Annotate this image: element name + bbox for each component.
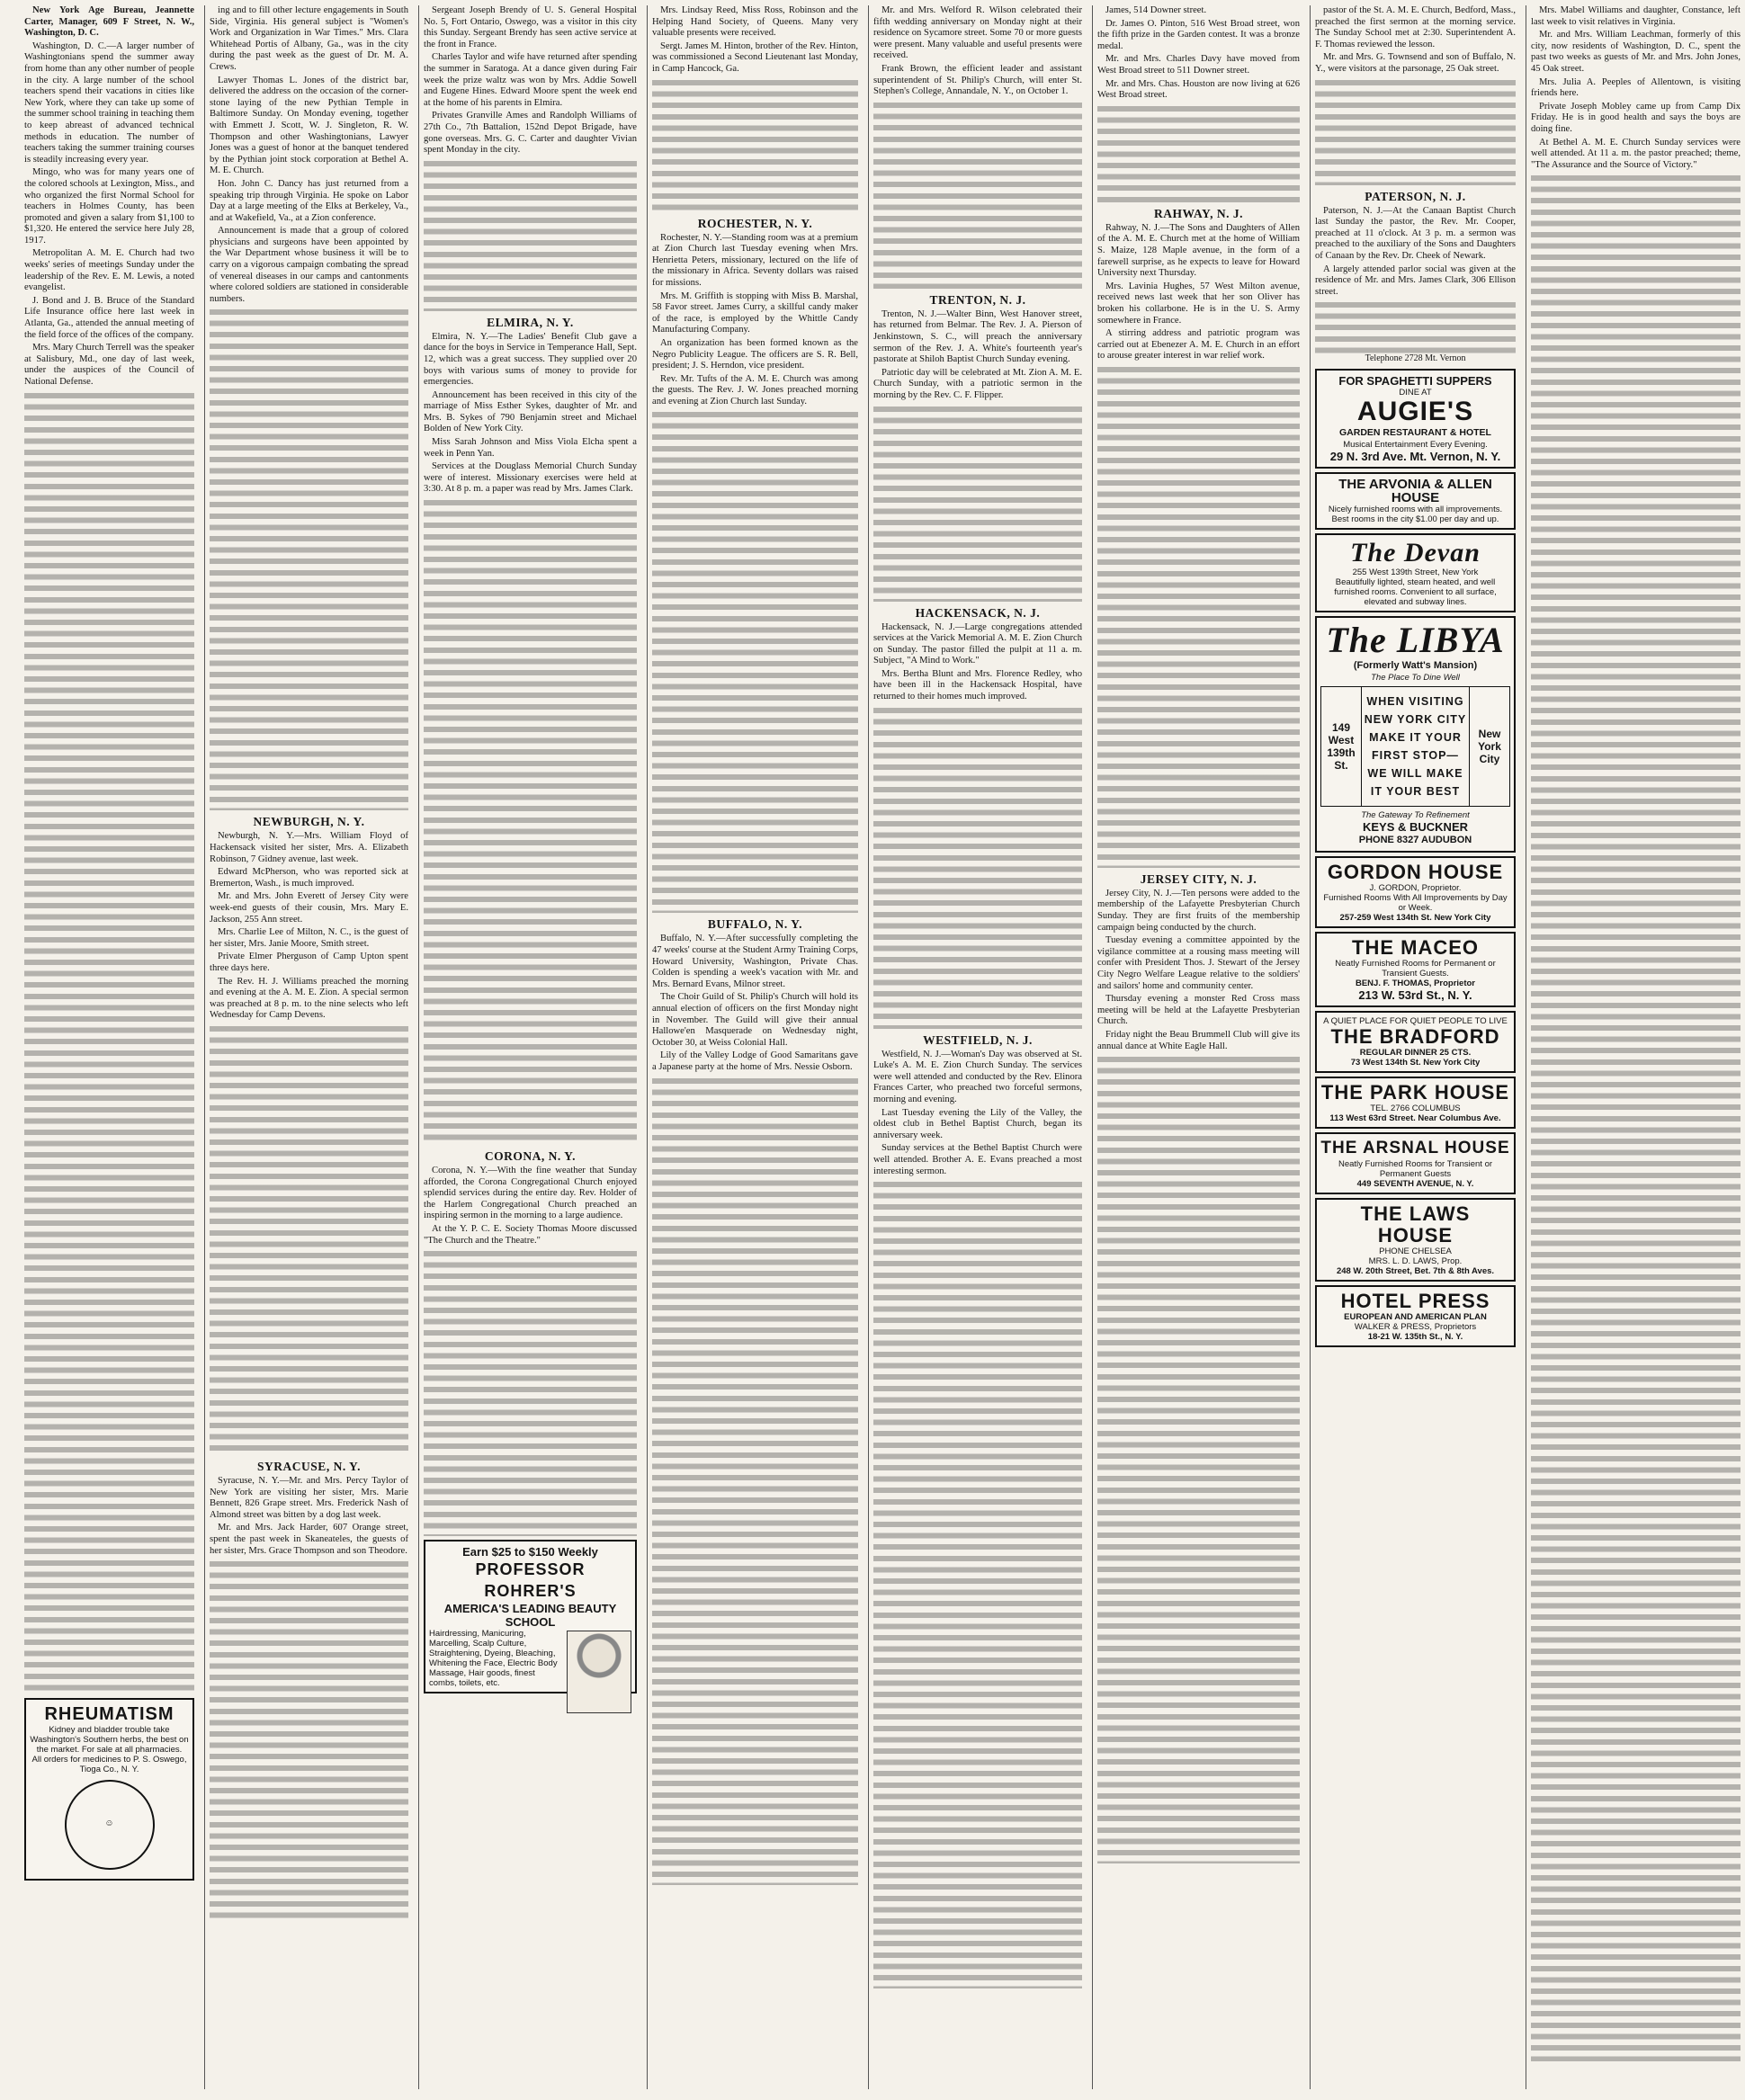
article-paragraph: Announcement is made that a group of colored physicians and surgeons have been appointed by the War Department whose business it will be to carry on a vigorous campaign combating the spread of venereal diseases in our camps and cantonments where colored soldiers are stationed in considerable numbers. <box>210 226 408 304</box>
column-1 <box>20 5 199 2089</box>
article-paragraph: Mrs. Julia A. Peeples of Allentown, is visiting friends here. <box>1531 76 1741 99</box>
ad-phone: PHONE CHELSEA <box>1379 1246 1452 1256</box>
ad-rheumatism <box>24 1698 194 1881</box>
article-paragraph: ing and to fill other lecture engagements in South Side, Virginia. His general subject is "Women's Work and Organization in War Times." Mrs. Clara Whitehead Portis of Albany, Ga., was in the city during the past week as the guest of Dr. M. A. Crews. <box>210 5 408 72</box>
ad-address: 113 West 63rd Street. Near Columbus Ave. <box>1329 1113 1501 1123</box>
article-paragraph: Announcement has been received in this city of the marriage of Miss Esther Sykes, daughter of Mr. and Mrs. B. Sykes of 790 Benjamin street and Michael Bolden of New York City. <box>424 389 637 434</box>
ad-augies <box>1315 369 1516 469</box>
article-paragraph: At the Y. P. C. E. Society Thomas Moore discussed "The Church and the Theatre." <box>424 1224 637 1246</box>
text-filler <box>873 705 1082 1029</box>
article-paragraph: Mrs. Bertha Blunt and Mrs. Florence Redley, who have been ill in the Hackensack Hospital, have returned to their homes much improved. <box>873 668 1082 702</box>
ad-owners: KEYS & BUCKNER <box>1362 819 1468 834</box>
article-paragraph: Corona, N. Y.—With the fine weather that Sunday afforded, the Corona Congregational Church enjoyed splendid services during the entire day. Rev. Holder of the Harlem Congregational Church preached an inspiring sermon in the morning to a large audience. <box>424 1166 637 1221</box>
ad-owner: J. GORDON, Proprietor. <box>1369 882 1462 893</box>
ad-name: THE LAWS HOUSE <box>1360 1202 1471 1247</box>
ad-name: AUGIE'S <box>1356 396 1474 426</box>
section-heading: BUFFALO, N. Y. <box>707 917 803 932</box>
ad-line: GARDEN RESTAURANT & HOTEL <box>1339 426 1491 438</box>
text-filler <box>424 497 637 1145</box>
text-filler <box>210 1023 408 1455</box>
ad-laws-house <box>1315 1198 1516 1282</box>
text-filler <box>210 1559 408 1918</box>
section-heading: WESTFIELD, N. J. <box>923 1032 1033 1047</box>
ad-libya-box <box>1320 686 1510 807</box>
article-paragraph: Sergeant Joseph Brendy of U. S. General Hospital No. 5, Fort Ontario, Oswego, was a visitor in this city this Sunday. Sergeant Brendy has seen active service at the front in France. <box>424 5 637 49</box>
ad-park-house <box>1315 1077 1516 1129</box>
ad-text: Nicely furnished rooms with all improvements. Best rooms in the city $1.00 per day and up. <box>1328 504 1503 524</box>
article-paragraph: Sunday services at the Bethel Baptist Church were well attended. Brother A. E. Evans preached a most interesting sermon. <box>873 1143 1082 1176</box>
ad-gateway: The Gateway To Refinement <box>1361 809 1470 820</box>
ad-line: Musical Entertainment Every Evening. <box>1343 439 1488 450</box>
ad-devan <box>1315 533 1516 612</box>
ad-line: FOR SPAGHETTI SUPPERS <box>1338 373 1492 388</box>
section-heading: SYRACUSE, N. Y. <box>257 1459 361 1473</box>
column-5 <box>868 5 1087 2089</box>
ad-name: The LIBYA <box>1326 619 1505 660</box>
ad-owner: WALKER & PRESS, Proprietors <box>1354 1321 1477 1332</box>
article-paragraph: Jersey City, N. J.—Ten persons were added to the membership of the Lafayette Presbyterian Church Sunday. They are first fruits of the membership campaign being conducted by the church. <box>1097 888 1300 933</box>
section-heading: JERSEY CITY, N. J. <box>1140 871 1257 886</box>
telephone-line: Telephone 2728 Mt. Vernon <box>1365 353 1466 364</box>
article-paragraph: An organization has been formed known as the Negro Publicity League. The officers are S. R. Bell, president; J. S. Herndon, vice president. <box>652 337 858 371</box>
text-filler <box>652 77 858 212</box>
ad-text: Beautifully lighted, steam heated, and well furnished rooms. Convenient to all surface, elevated and subway lines. <box>1334 576 1497 607</box>
article-paragraph: Mr. and Mrs. Charles Davy have moved from West Broad street to 511 Downer street. <box>1097 54 1300 76</box>
section-heading: NEWBURGH, N. Y. <box>253 815 365 829</box>
ad-address: 18-21 W. 135th St., N. Y. <box>1367 1331 1463 1342</box>
ad-headline: Earn $25 to $150 Weekly <box>462 1545 598 1559</box>
text-filler <box>873 1179 1082 1988</box>
ad-address: 248 W. 20th Street, Bet. 7th & 8th Aves. <box>1336 1265 1495 1276</box>
ad-hotel-press <box>1315 1285 1516 1347</box>
ad-name: GORDON HOUSE <box>1327 860 1504 883</box>
article-paragraph: Mr. and Mrs. John Everett of Jersey City were week-end guests of their cousin, Mrs. Mary E. Jackson, 255 Ann street. <box>210 891 408 925</box>
article-paragraph: Last Tuesday evening the Lily of the Valley, the oldest club in Bethel Baptist Church, began its anniversary week. <box>873 1107 1082 1140</box>
article-paragraph: Lily of the Valley Lodge of Good Samaritans gave a Japanese party at the home of Mrs. Nessie Osborn. <box>652 1050 858 1072</box>
column-7 <box>1310 5 1520 2089</box>
article-paragraph: Newburgh, N. Y.—Mrs. William Floyd of Hackensack visited her sister, Mrs. A. Elizabeth Robinson, 7 Gidney avenue, last week. <box>210 831 408 864</box>
ad-order: All orders for medicines to P. S. Oswego, Tioga Co., N. Y. <box>31 1754 187 1774</box>
article-paragraph: Mingo, who was for many years one of the colored schools at Lexington, Miss., and who organized the first Normal School for teachers in Holmes County, has been promoted and given a salary from $1,100 to $1,320. He entered the service here July 28, 1917. <box>24 167 194 246</box>
column-6 <box>1092 5 1304 2089</box>
column-3 <box>418 5 641 2089</box>
article-paragraph: The Rev. H. J. Williams preached the morning and evening at the A. M. E. Zion. A special sermon was preached at 8 p. m. to the nine selects who left Wednesday for Camp Devens. <box>210 976 408 1021</box>
ad-owner: MRS. L. D. LAWS, Prop. <box>1368 1256 1463 1266</box>
article-paragraph: Hon. John C. Dancy has just returned from a speaking trip through Virginia. He spoke on Labor Day at a large meeting of the Elks at Berkeley, Va., and at Wakefield, Va., at a Zion conference. <box>210 178 408 223</box>
ad-sub: (Formerly Watt's Mansion) <box>1353 659 1478 671</box>
ad-portrait-icon: ☺ <box>65 1780 155 1870</box>
column-8 <box>1526 5 1745 2089</box>
article-paragraph: Mr. and Mrs. Welford R. Wilson celebrated their fifth wedding anniversary on Monday night at their residence on Sycamore street. Some 70 or more guests were present. Many valuable and useful presents were received. <box>873 5 1082 61</box>
text-filler <box>1097 1054 1300 1863</box>
ad-phone: PHONE 8327 AUDUBON <box>1358 834 1472 845</box>
article-paragraph: Mr. and Mrs. Jack Harder, 607 Orange street, spent the past week in Skaneateles, the guests of her sister, Mrs. Grace Thompson and son Theodore. <box>210 1523 408 1556</box>
article-paragraph: Mr. and Mrs. William Leachman, formerly of this city, now residents of Washington, D. C., spent the past two weeks as guests of Mr. and Mrs. John Jones, 45 Oak street. <box>1531 30 1741 74</box>
ad-text: Neatly Furnished Rooms for Permanent or Transient Guests. <box>1335 958 1496 979</box>
ad-school: AMERICA'S LEADING BEAUTY SCHOOL <box>443 1602 617 1630</box>
article-paragraph: Rev. Mr. Tufts of the A. M. E. Church was among the guests. The Rev. J. W. Jones preached morning and evening at Zion Church last Sunday. <box>652 373 858 407</box>
ad-address: 213 W. 53rd St., N. Y. <box>1358 987 1472 1002</box>
article-paragraph: Private Elmer Pherguson of Camp Upton spent three days here. <box>210 952 408 973</box>
text-filler <box>424 1248 637 1536</box>
article-paragraph: Metropolitan A. M. E. Church had two weeks' series of meetings Sunday under the leadership of the Rev. E. M. Lewis, a noted evangelist. <box>24 248 194 293</box>
section-heading: PATERSON, N. J. <box>1365 189 1466 203</box>
section-heading: ELMIRA, N. Y. <box>487 315 574 329</box>
article-paragraph: Patriotic day will be celebrated at Mt. Zion A. M. E. Church Sunday, with a patriotic sermon in the morning by the Rev. C. F. Flipper. <box>873 367 1082 400</box>
article-paragraph: Mr. and Mrs. G. Townsend and son of Buffalo, N. Y., were visitors at the parsonage, 25 Oak street. <box>1315 52 1516 74</box>
ad-owner: BENJ. F. THOMAS, Proprietor <box>1355 978 1475 988</box>
ad-name: THE ARSNAL HOUSE <box>1320 1138 1510 1157</box>
text-filler <box>1097 103 1300 202</box>
article-paragraph: Frank Brown, the efficient leader and assistant superintendent of St. Philip's Church, will enter St. Stephen's College, Annandale, N. Y., on October 1. <box>873 63 1082 97</box>
text-filler <box>1315 77 1516 185</box>
article-paragraph: Tuesday evening a committee appointed by the vigilance committee at a rousing mass meeting will confer with President Thos. J. Stewart of the Jersey City Negro Welfare League relative to the soldiers' and sailors' home and community center. <box>1097 935 1300 991</box>
bureau-header: New York Age Bureau, Jeannette Carter, Manager, 609 F Street, N. W., Washington, D. C. <box>24 5 194 39</box>
ad-address: 449 SEVENTH AVENUE, N. Y. <box>1356 1178 1474 1189</box>
ad-text: Furnished Rooms With All Improvements by Day or Week. <box>1323 892 1508 913</box>
ad-text: Neatly Furnished Rooms for Transient or Permanent Guests <box>1338 1158 1493 1179</box>
article-paragraph: The Choir Guild of St. Philip's Church will hold its annual election of officers on the first Monday night in November. The Guild will give their annual Hallowe'en Masquerade on Wednesday night, October 30, at Weiss Colonial Hall. <box>652 992 858 1048</box>
article-paragraph: Rochester, N. Y.—Standing room was at a premium at Zion Church last Tuesday evening when Mrs. Henrietta Peters, missionary, lectured on the life of the missionary in Africa. Seventy dollars was raised for missions. <box>652 232 858 288</box>
ad-title: RHEUMATISM <box>44 1703 174 1724</box>
article-paragraph: pastor of the St. A. M. E. Church, Bedford, Mass., preached the first sermon at the morning service. The Sunday School met at 2:30. Superintendent A. F. Thomas reviewed the lesson. <box>1315 5 1516 49</box>
article-paragraph: Lawyer Thomas L. Jones of the district bar, delivered the address on the occasion of the corner-stone laying of the new Pythian Temple in Baltimore Sunday. On Monday evening, together with Emmett J. Scott, W. J. Singleton, R. W. Thompson and other Washingtonians, Lawyer Jones was a guest of honor at the banquet tendered by the Pythian joint stock corporation at Bethel A. M. E. Church. <box>210 75 408 176</box>
ad-name: THE MACEO <box>1352 935 1479 959</box>
article-paragraph: Mrs. M. Griffith is stopping with Miss B. Marshal, 58 Favor street. James Curry, a skillful candy maker of the race, is employed by the Whittle Candy Manufacturing Company. <box>652 290 858 335</box>
ad-name: THE PARK HOUSE <box>1320 1080 1510 1104</box>
text-filler <box>873 100 1082 289</box>
ad-libya <box>1315 616 1516 853</box>
ad-bradford <box>1315 1011 1516 1073</box>
article-paragraph: Mrs. Mary Church Terrell was the speaker at Salisbury, Md., one day of last week, under the auspices of the Council of National Defense. <box>24 343 194 387</box>
article-paragraph: Westfield, N. J.—Woman's Day was observed at St. Luke's A. M. E. Zion Church Sunday. The services were well attended and conducted by the Rev. Elinora Frances Carter, who preached two forceful sermons, morning and evening. <box>873 1049 1082 1105</box>
article-paragraph: Washington, D. C.—A larger number of Washingtonians spend the summer away from home than any other number of people in the city. A large number of the school teachers spend their vacations in cities like New York, where they can take up some of the summer school training in teaching them to keep abreast of advanced technical methods in education. The number of teachers taking the summer training courses is steadily increasing every year. <box>24 40 194 165</box>
article-paragraph: Mrs. Lindsay Reed, Miss Ross, Robinson and the Helping Hand Society, of Queens. Many very valuable presents were received. <box>652 5 858 39</box>
ad-name: The Devan <box>1350 537 1481 567</box>
article-paragraph: Buffalo, N. Y.—After successfully completing the 47 weeks' course at the Student Army Training Corps, Howard University, Washington, Private Chas. Colden is spending a week's vacation with Mr. and Mrs. Bernard Evans, Milnor street. <box>652 934 858 989</box>
text-filler <box>1097 364 1300 868</box>
column-2 <box>204 5 413 2089</box>
article-paragraph: Friday night the Beau Brummell Club will give its annual dance at White Eagle Hall. <box>1097 1030 1300 1051</box>
article-paragraph: Thursday evening a monster Red Cross mass meeting will be held at the Lafayette Presbyterian Church. <box>1097 994 1300 1027</box>
article-paragraph: Mrs. Mabel Williams and daughter, Constance, left last week to visit relatives in Virginia. <box>1531 5 1741 27</box>
ad-text: Kidney and bladder trouble take Washington's Southern herbs, the best on the market. For sale at all pharmacies. <box>30 1724 189 1755</box>
article-paragraph: Rahway, N. J.—The Sons and Daughters of Allen of the A. M. E. Church met at the home of William S. Maize, 128 Maple avenue, in the form of a farewell surprise, as he expects to leave for Howard University next Thursday. <box>1097 222 1300 279</box>
ad-phone: TEL. 2766 COLUMBUS <box>1370 1103 1461 1113</box>
article-paragraph: James, 514 Downer street. <box>1105 5 1207 15</box>
ad-arvonia <box>1315 472 1516 530</box>
section-heading: RAHWAY, N. J. <box>1154 206 1243 220</box>
ad-center: WHEN VISITING NEW YORK CITY MAKE IT YOUR FIRST STOP— WE WILL MAKE IT YOUR BEST <box>1361 687 1470 806</box>
ad-name: THE BRADFORD <box>1330 1024 1500 1048</box>
ad-address: 255 West 139th Street, New York <box>1352 567 1479 577</box>
article-paragraph: Services at the Douglass Memorial Church Sunday were of interest. Missionary exercises were held at 3:30. At 8 p. m. a paper was read by Mrs. James Clark. <box>424 461 637 495</box>
text-filler <box>210 307 408 810</box>
article-paragraph: Mrs. Charlie Lee of Milton, N. C., is the guest of her sister, Mrs. Janie Moore, Smith street. <box>210 927 408 949</box>
article-paragraph: Syracuse, N. Y.—Mr. and Mrs. Percy Taylor of New York are visiting her sister, Mrs. Marie Bennett, 826 Grape street. Mrs. Frederick Nash of Almond street was bitten by a dog last week. <box>210 1475 408 1520</box>
text-filler <box>1531 173 1741 2061</box>
article-paragraph: Sergt. James M. Hinton, brother of the Rev. Hinton, was commissioned a Second Lieutenant last Monday, in Camp Hancock, Ga. <box>652 40 858 74</box>
article-paragraph: Paterson, N. J.—At the Canaan Baptist Church last Sunday the pastor, the Rev. Mr. Cooper, preached at 11 o'clock. At 3 p. m. a sermon was preached to the auxiliary of the Sons and Daughters of Canaan by the Rev. Dr. Cheek of Newark. <box>1315 205 1516 261</box>
ad-right: New York City <box>1478 727 1501 765</box>
ad-left: 149 West 139th St. <box>1327 720 1356 772</box>
ad-line: REGULAR DINNER 25 CTS. <box>1359 1047 1472 1058</box>
ad-text: Hairdressing, Manicuring, Marcelling, Scalp Culture, Straightening, Dyeing, Bleaching, Whitening the Face, Electric Body Massage, Hair goods, finest combs, toilets, etc. <box>429 1629 558 1689</box>
section-heading: HACKENSACK, N. J. <box>915 605 1041 620</box>
ad-portrait-icon <box>567 1631 631 1713</box>
article-paragraph: Edward McPherson, who was reported sick at Bremerton, Wash., is much improved. <box>210 867 408 889</box>
ad-address: 29 N. 3rd Ave. Mt. Vernon, N. Y. <box>1329 449 1501 463</box>
ad-tag: The Place To Dine Well <box>1371 672 1460 683</box>
text-filler <box>1315 299 1516 353</box>
article-paragraph: Mr. and Mrs. Chas. Houston are now living at 626 West Broad street. <box>1097 78 1300 101</box>
ad-arsnal-house <box>1315 1132 1516 1194</box>
article-paragraph: Hackensack, N. J.—Large congregations attended services at the Varick Memorial A. M. E. Zion Church on Sunday. The pastor filled the pulpit at 11 a. m. Subject, "A Mind to Work." <box>873 621 1082 666</box>
ad-line: EUROPEAN AND AMERICAN PLAN <box>1344 1311 1487 1322</box>
column-4 <box>647 5 863 2089</box>
ad-name: PROFESSOR ROHRER'S <box>475 1560 586 1601</box>
section-heading: TRENTON, N. J. <box>929 292 1026 307</box>
article-paragraph: Dr. James O. Pinton, 516 West Broad street, won the fifth prize in the Garden contest. It was a bronze medal. <box>1097 18 1300 51</box>
section-heading: CORONA, N. Y. <box>484 1149 577 1164</box>
text-filler <box>873 404 1082 602</box>
section-heading: ROCHESTER, N. Y. <box>697 216 813 230</box>
text-filler <box>424 158 637 311</box>
ad-line: DINE AT <box>1399 387 1432 398</box>
article-paragraph: A stirring address and patriotic program was carried out at Ebenezer A. M. E. Church in an effort to arouse greater interest in war relief work. <box>1097 328 1300 362</box>
article-paragraph: A largely attended parlor social was given at the residence of Mr. and Mrs. James Clark, 306 Ellison street. <box>1315 264 1516 297</box>
ad-gordon-house <box>1315 856 1516 928</box>
article-paragraph: J. Bond and J. B. Bruce of the Standard Life Insurance office here last week in Atlanta, Ga., attended the annual meeting of the field force of the offices of the company. <box>24 295 194 340</box>
ad-address: 73 West 134th St. New York City <box>1350 1057 1481 1068</box>
ad-tag: A QUIET PLACE FOR QUIET PEOPLE TO LIVE <box>1323 1015 1508 1026</box>
article-paragraph: Mrs. Lavinia Hughes, 57 West Milton avenue, received news last week that her son Oliver has broken his collarbone. He is in the U. S. Army somewhere in France. <box>1097 281 1300 326</box>
ad-name: HOTEL PRESS <box>1340 1289 1490 1312</box>
ad-rohrer-beauty-school <box>424 1540 637 1693</box>
article-paragraph: Private Joseph Mobley came up from Camp Dix Friday. He is in good health and says the boys are doing fine. <box>1531 101 1741 134</box>
article-paragraph: Charles Taylor and wife have returned after spending the summer in Saratoga. At a dance given during Fair week the prize waltz was won by Mrs. Addie Sowell and Eugene Hines. Edward Moore spent the week end at the home of his parents in Elmira. <box>424 52 637 108</box>
ad-maceo <box>1315 932 1516 1007</box>
article-paragraph: Trenton, N. J.—Walter Binn, West Hanover street, has returned from Belmar. The Rev. J. A. Pierson of Jenkinstown, S. C., will preach the anniversary sermon of the Rev. J. A. White's fourteenth year's pastorate at Shiloh Baptist Church Sunday evening. <box>873 308 1082 365</box>
article-paragraph: Privates Granville Ames and Randolph Williams of 27th Co., 7th Battalion, 152nd Depot Brigade, have gone overseas. Mrs. G. C. Carter and daughter Vivian spent Monday in the city. <box>424 111 637 156</box>
article-paragraph: Elmira, N. Y.—The Ladies' Benefit Club gave a dance for the boys in Service in Temperance Hall, Sept. 12, which was a great success. They supplied over 20 boys with various sums of money to provide for emergencies. <box>424 331 637 388</box>
ad-address: 257-259 West 134th St. New York City <box>1339 912 1491 923</box>
article-paragraph: Miss Sarah Johnson and Miss Viola Elcha spent a week in Penn Yan. <box>424 437 637 459</box>
ad-name: THE ARVONIA & ALLEN HOUSE <box>1338 476 1492 505</box>
text-filler <box>24 390 194 1694</box>
text-filler <box>652 409 858 913</box>
text-filler <box>652 1076 858 1885</box>
article-paragraph: At Bethel A. M. E. Church Sunday services were well attended. At 11 a. m. the pastor preached; theme, "The Assurance and the Source of Victory." <box>1531 137 1741 170</box>
